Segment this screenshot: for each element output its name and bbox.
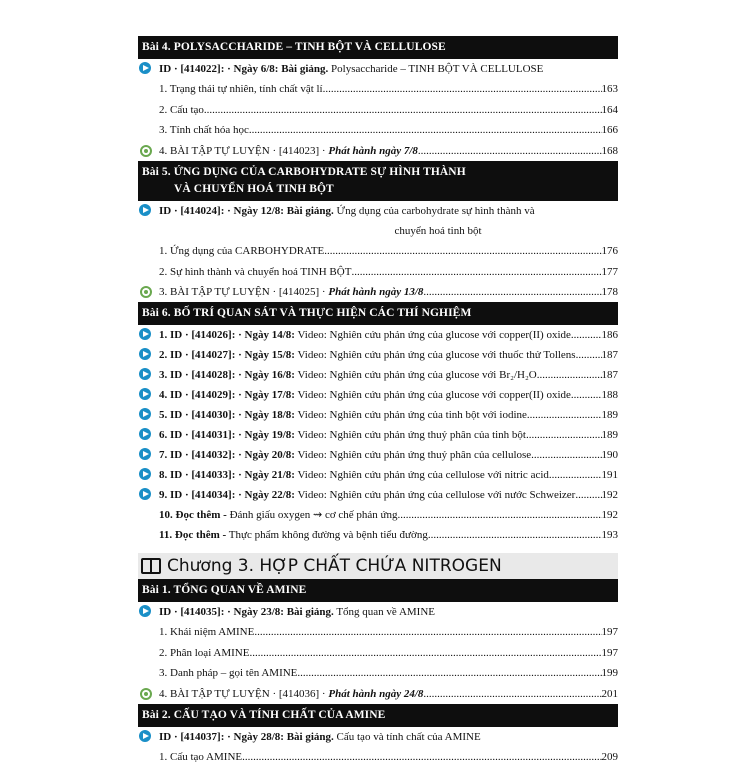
toc-entry[interactable] (138, 505, 618, 525)
toc-entry[interactable] (138, 663, 618, 684)
lesson-header (138, 302, 618, 325)
toc-entry[interactable] (138, 684, 618, 704)
dot-leader (204, 103, 602, 117)
play-video-icon[interactable] (139, 488, 151, 500)
toc-entry-label: 1. Cấu tạo AMINE (159, 750, 242, 764)
toc-entry[interactable] (138, 643, 618, 664)
toc-entry-label: 1. Khái niệm AMINE (159, 625, 254, 639)
toc-entry-text: Polysaccharide – TINH BỘT VÀ CELLULOSE (328, 63, 543, 75)
toc-entry[interactable] (138, 79, 618, 100)
dot-leader (423, 285, 601, 299)
release-date: Phát hành ngày 24/8 (326, 688, 424, 700)
dot-leader (249, 646, 601, 660)
toc-entry[interactable] (138, 365, 618, 385)
dot-leader (418, 144, 602, 158)
page-number: 199 (602, 666, 619, 680)
toc-entry-label: 3. Tính chất hóa học (159, 123, 249, 137)
play-video-icon[interactable] (139, 428, 151, 440)
dot-leader (571, 328, 602, 342)
page-number: 164 (602, 103, 619, 117)
dot-leader (526, 428, 602, 442)
toc-entry[interactable] (138, 525, 618, 545)
lecture-id: 7. ID · [414032]: · Ngày 20/8: (159, 449, 295, 461)
toc-entry-text: Video: Nghiên cứu phản ứng thuỷ phân của tinh bột (295, 429, 526, 441)
toc-entry-text: chuyển hoá tinh bột (394, 225, 481, 237)
page-number: 186 (602, 328, 619, 342)
play-video-icon[interactable] (139, 348, 151, 360)
play-video-icon[interactable] (139, 204, 151, 216)
lecture-id: 8. ID · [414033]: · Ngày 21/8: (159, 469, 295, 481)
toc-entry-label: 2. Cấu tạo (159, 103, 204, 117)
toc-entry[interactable] (138, 141, 618, 161)
lecture-id: ID · [414035]: · Ngày 23/8: Bài giảng. (159, 606, 334, 618)
lecture-id: 9. ID · [414034]: · Ngày 22/8: (159, 489, 295, 501)
play-video-icon[interactable] (139, 368, 151, 380)
toc-entry-label: 1. Trạng thái tự nhiên, tính chất vật lí (159, 82, 323, 96)
play-video-icon[interactable] (139, 730, 151, 742)
dot-leader (398, 508, 602, 522)
toc-entry[interactable] (138, 59, 618, 79)
page-number: 197 (602, 646, 619, 660)
toc-page (138, 36, 618, 767)
play-video-icon[interactable] (139, 448, 151, 460)
lesson-header (138, 579, 618, 602)
page-number: 190 (602, 448, 619, 462)
page-number: 177 (602, 265, 619, 279)
page-number: 193 (602, 528, 619, 542)
lecture-id: 4. ID · [414029]: · Ngày 17/8: (159, 389, 295, 401)
play-video-icon[interactable] (139, 388, 151, 400)
book-icon (141, 558, 161, 574)
toc-entry[interactable] (138, 485, 618, 505)
dot-leader (575, 488, 601, 502)
toc-entry-text: Video: Nghiên cứu phản ứng của cellulose với nước Schweizer (295, 489, 575, 501)
page-number: 209 (602, 750, 619, 764)
play-video-icon[interactable] (139, 62, 151, 74)
toc-entry-label: 2. Sự hình thành và chuyển hoá TINH BỘT (159, 265, 351, 279)
lecture-id: 2. ID · [414027]: · Ngày 15/8: (159, 349, 295, 361)
toc-entry-text: Thực phẩm không đường và bệnh tiểu đường (226, 529, 428, 541)
toc-entry[interactable] (138, 445, 618, 465)
toc-entry-text: Cấu tạo và tính chất của AMINE (334, 731, 481, 743)
dot-leader (323, 82, 602, 96)
toc-entry[interactable] (138, 201, 618, 221)
dot-leader (242, 750, 601, 764)
toc-entry-text: Video: Nghiên cứu phản ứng của glucose với copper(II) oxide (295, 389, 571, 401)
toc-entry[interactable] (138, 100, 618, 121)
toc-entry-label: 3. Danh pháp – gọi tên AMINE (159, 666, 297, 680)
page-number: 176 (602, 244, 619, 258)
toc-entry-text: 3. BÀI TẬP TỰ LUYỆN · [414025] · (159, 286, 326, 298)
toc-entry-text: Tổng quan về AMINE (334, 606, 435, 618)
page-number: 201 (602, 687, 619, 701)
dot-leader (571, 388, 602, 402)
page-number: 192 (602, 488, 619, 502)
lesson-header-line: Bài 5. ỨNG DỤNG CỦA CARBOHYDRATE SỰ HÌNH THÀNH (142, 164, 614, 181)
toc-entry-text: Video: Nghiên cứu phản ứng của glucose với Br₂/H₂O (295, 369, 537, 381)
page-number: 163 (602, 82, 619, 96)
exercise-icon[interactable] (140, 286, 152, 298)
dot-leader (254, 625, 601, 639)
lesson-header-line: Bài 1. TỔNG QUAN VỀ AMINE (142, 582, 614, 599)
lecture-id: 6. ID · [414031]: · Ngày 19/8: (159, 429, 295, 441)
lesson-header-line: Bài 2. CẤU TẠO VÀ TÍNH CHẤT CỦA AMINE (142, 707, 614, 724)
dot-leader (351, 265, 601, 279)
page-number: 178 (602, 285, 619, 299)
lesson-header (138, 704, 618, 727)
lecture-id: ID · [414024]: · Ngày 12/8: Bài giảng. (159, 205, 334, 217)
toc-entry[interactable] (138, 385, 618, 405)
page-number: 197 (602, 625, 619, 639)
lecture-id: 11. Đọc thêm - (159, 529, 226, 541)
release-date: Phát hành ngày 7/8 (326, 145, 418, 157)
lecture-id: 3. ID · [414028]: · Ngày 16/8: (159, 369, 295, 381)
lecture-id: ID · [414022]: · Ngày 6/8: Bài giảng. (159, 63, 328, 75)
page-number: 187 (602, 368, 619, 382)
dot-leader (428, 528, 602, 542)
dot-leader (527, 408, 602, 422)
toc-entry-text: 4. BÀI TẬP TỰ LUYỆN · [414036] · (159, 688, 326, 700)
toc-entry-text: Đánh giấu oxygen ⇝ cơ chế phản ứng (227, 509, 398, 521)
toc-entry-label: 2. Phân loại AMINE (159, 646, 249, 660)
page-number: 189 (602, 408, 619, 422)
toc-entry-text: Ứng dụng của carbohydrate sự hình thành và (334, 205, 535, 217)
lecture-id: ID · [414037]: · Ngày 28/8: Bài giảng. (159, 731, 334, 743)
page-number: 188 (602, 388, 619, 402)
exercise-icon[interactable] (140, 688, 152, 700)
dot-leader (537, 368, 602, 382)
lesson-header-line: VÀ CHUYỂN HOÁ TINH BỘT (142, 181, 614, 198)
exercise-icon[interactable] (140, 145, 152, 157)
toc-entry[interactable] (138, 405, 618, 425)
chapter-title-text: Chương 3. HỢP CHẤT CHỨA NITROGEN (167, 556, 502, 576)
dot-leader (324, 244, 601, 258)
page-number: 187 (602, 348, 619, 362)
lecture-id: 5. ID · [414030]: · Ngày 18/8: (159, 409, 295, 421)
dot-leader (423, 687, 601, 701)
toc-entry[interactable] (138, 241, 618, 262)
lecture-id: 10. Đọc thêm - (159, 509, 227, 521)
toc-entry[interactable] (138, 345, 618, 365)
play-video-icon[interactable] (139, 605, 151, 617)
toc-entry[interactable] (138, 602, 618, 622)
toc-entry[interactable] (138, 325, 618, 345)
dot-leader (297, 666, 601, 680)
lesson-header-line: Bài 4. POLYSACCHARIDE – TINH BỘT VÀ CELLULOSE (142, 39, 614, 56)
toc-entry[interactable] (138, 622, 618, 643)
toc-entry-text: 4. BÀI TẬP TỰ LUYỆN · [414023] · (159, 145, 326, 157)
toc-entry[interactable] (138, 120, 618, 141)
chapter-title (138, 553, 618, 579)
toc-entry[interactable] (138, 282, 618, 302)
lesson-header (138, 36, 618, 59)
page-number: 168 (602, 144, 619, 158)
toc-entry-label: 1. Ứng dụng của CARBOHYDRATE (159, 244, 324, 258)
dot-leader (249, 123, 602, 137)
release-date: Phát hành ngày 13/8 (326, 286, 424, 298)
lesson-header (138, 161, 618, 201)
play-video-icon[interactable] (139, 408, 151, 420)
play-video-icon[interactable] (139, 328, 151, 340)
toc-entry[interactable] (138, 727, 618, 747)
lesson-header-line: Bài 6. BỐ TRÍ QUAN SÁT VÀ THỰC HIỆN CÁC THÍ NGHIỆM (142, 305, 614, 322)
page-number: 191 (602, 468, 619, 482)
play-video-icon[interactable] (139, 468, 151, 480)
lecture-id: 1. ID · [414026]: · Ngày 14/8: (159, 329, 295, 341)
toc-entry[interactable] (138, 262, 618, 283)
toc-entry-text: Video: Nghiên cứu phản ứng của glucose với thuốc thử Tollens (295, 349, 576, 361)
dot-leader (576, 348, 602, 362)
toc-entry-continuation (138, 221, 618, 242)
toc-entry[interactable] (138, 425, 618, 445)
page-number: 166 (602, 123, 619, 137)
toc-entry-text: Video: Nghiên cứu phản ứng thuỷ phân của cellulose (295, 449, 531, 461)
page-number: 192 (602, 508, 619, 522)
toc-entry[interactable] (138, 465, 618, 485)
dot-leader (549, 468, 602, 482)
toc-entry-text: Video: Nghiên cứu phản ứng của tinh bột với iodine (295, 409, 527, 421)
page-number: 189 (602, 428, 619, 442)
dot-leader (531, 448, 601, 462)
toc-entry-text: Video: Nghiên cứu phản ứng của glucose với copper(II) oxide (295, 329, 571, 341)
toc-entry-text: Video: Nghiên cứu phản ứng của cellulose với nitric acid (295, 469, 549, 481)
